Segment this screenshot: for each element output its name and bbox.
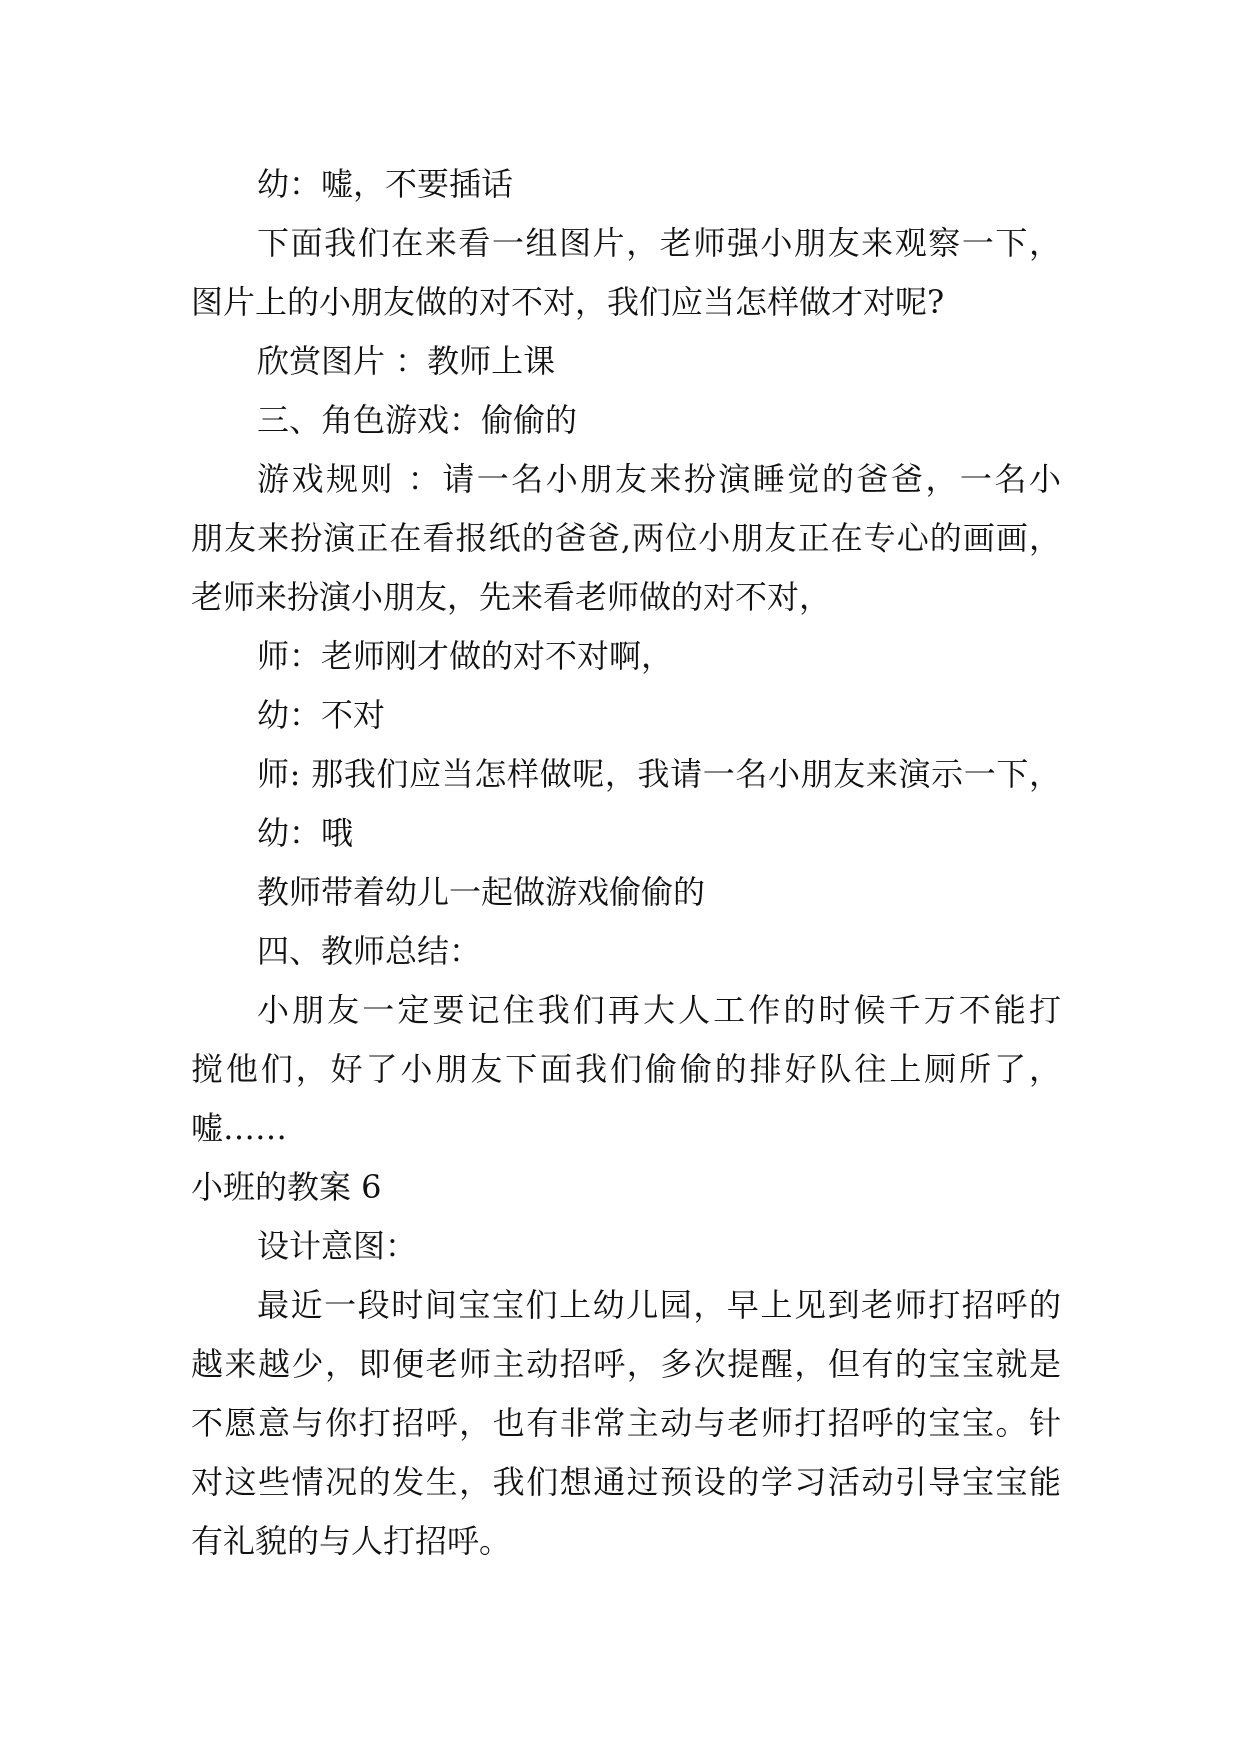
- text-line: 最近一段时间宝宝们上幼儿园，早上见到老师打招呼的: [257, 1286, 1061, 1324]
- text-line: 教师带着幼儿一起做游戏偷偷的: [257, 873, 706, 911]
- text-line: 幼：哦: [257, 814, 354, 852]
- section-heading: 设计意图：: [257, 1227, 418, 1265]
- text-line: 有礼貌的与人打招呼。: [191, 1522, 512, 1560]
- text-line: 图片上的小朋友做的对不对，我们应当怎样做才对呢?: [191, 283, 945, 321]
- text-line: 下面我们在来看一组图片，老师强小朋友来观察一下，: [257, 224, 1061, 262]
- text-line: 幼：嘘，不要插话: [257, 165, 514, 203]
- section-heading: 四、教师总结：: [257, 932, 482, 970]
- text-line: 幼：不对: [257, 696, 386, 734]
- text-line: 不愿意与你打招呼，也有非常主动与老师打招呼的宝宝。针: [191, 1404, 1061, 1442]
- text-line: 师：老师刚才做的对不对啊，: [257, 637, 674, 675]
- text-line: 老师来扮演小朋友，先来看老师做的对不对，: [191, 578, 832, 616]
- text-line: 越来越少，即便老师主动招呼，多次提醒，但有的宝宝就是: [191, 1345, 1061, 1383]
- text-line: 小朋友一定要记住我们再大人工作的时候千万不能打: [257, 991, 1061, 1029]
- document-title: 小班的教案 6: [191, 1168, 382, 1206]
- text-line: 游戏规则 ：请一名小朋友来扮演睡觉的爸爸，一名小: [257, 460, 1061, 498]
- text-line: 师: 那我们应当怎样做呢，我请一名小朋友来演示一下，: [257, 755, 1061, 793]
- text-line: 欣赏图片 ：教师上课: [257, 342, 556, 380]
- text-line: 搅他们，好了小朋友下面我们偷偷的排好队往上厕所了，: [191, 1050, 1061, 1088]
- section-heading: 三、角色游戏：偷偷的: [257, 401, 578, 439]
- text-line: 嘘……: [191, 1109, 288, 1147]
- text-line: 对这些情况的发生，我们想通过预设的学习活动引导宝宝能: [191, 1463, 1061, 1501]
- text-line: 朋友来扮演正在看报纸的爸爸,两位小朋友正在专心的画画，: [191, 519, 1061, 557]
